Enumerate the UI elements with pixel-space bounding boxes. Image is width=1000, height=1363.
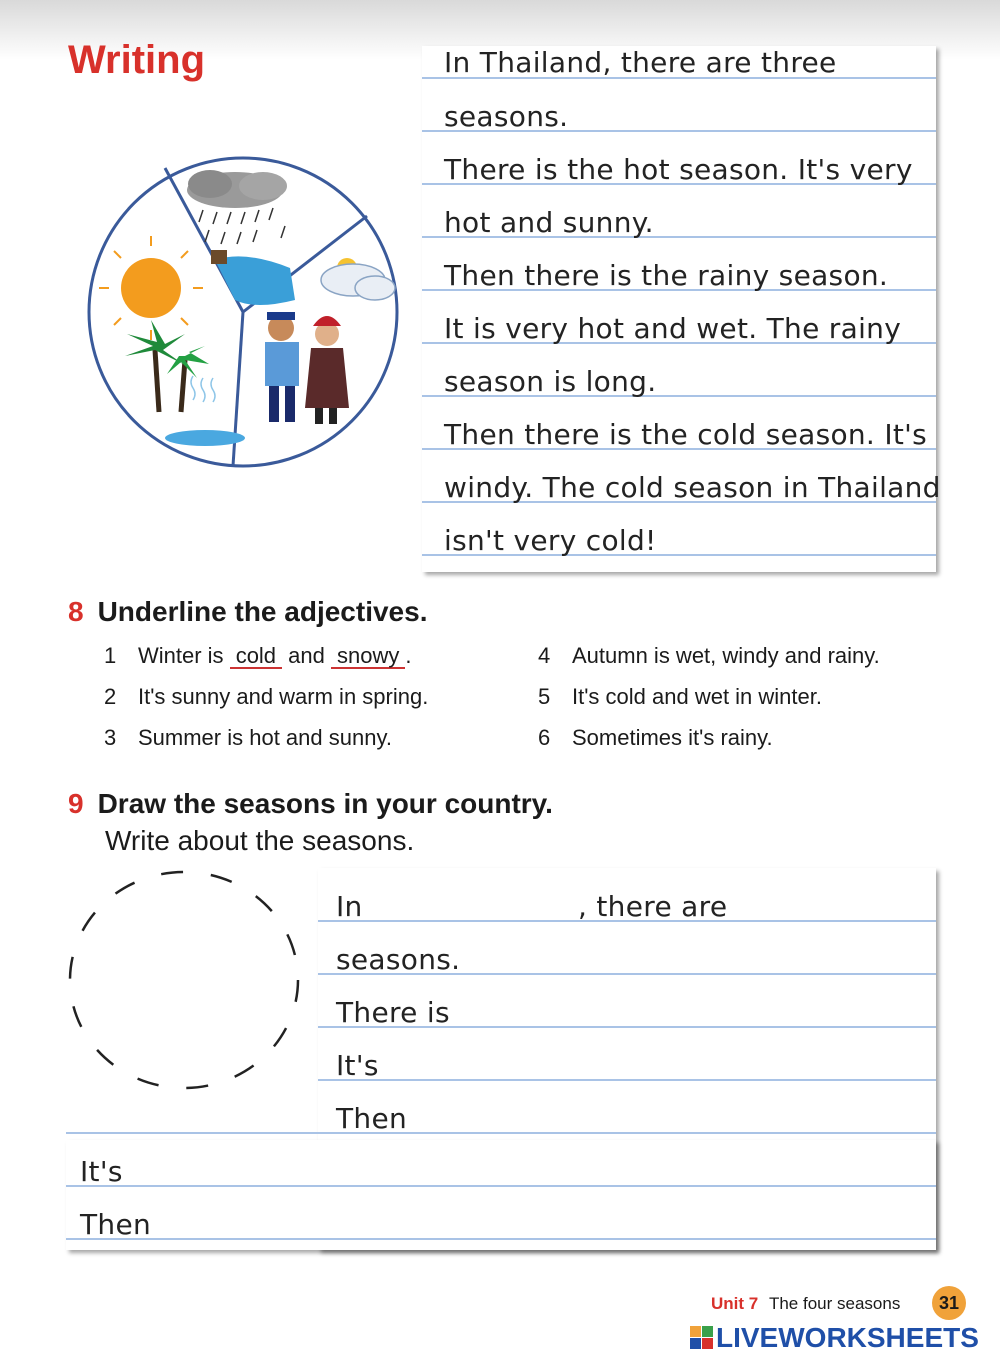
prompt-then-1: Then xyxy=(336,1102,408,1135)
exercise8-item-6[interactable]: 6 Sometimes it's rainy. xyxy=(538,725,773,750)
writing-area-lower[interactable] xyxy=(66,1140,936,1250)
prompt-there-are: , there are xyxy=(578,890,728,923)
exercise9-instruction-2: Write about the seasons. xyxy=(105,825,415,856)
exercise8-item-4[interactable]: 4 Autumn is wet, windy and rainy. xyxy=(538,643,880,668)
exercise8-item-5[interactable]: 5 It's cold and wet in winter. xyxy=(538,684,822,709)
dashed-drawing-circle[interactable] xyxy=(58,858,320,1108)
exercise8-number: 8 xyxy=(68,596,84,627)
model-line-9: windy. The cold season in Thailand xyxy=(444,471,941,504)
liveworksheets-brand[interactable] xyxy=(690,1322,979,1354)
model-line-3: There is the hot season. It's very xyxy=(444,153,913,186)
prompt-its-1: It's xyxy=(336,1049,379,1082)
exercise9-instruction-1: Draw the seasons in your country. xyxy=(97,788,553,819)
exercise9-heading xyxy=(68,788,553,820)
prompt-its-2: It's xyxy=(80,1155,123,1188)
model-line-8: Then there is the cold season. It's xyxy=(444,418,928,451)
prompt-then-2: Then xyxy=(80,1208,152,1241)
exercise8-item-2[interactable]: 2 It's sunny and warm in spring. xyxy=(104,684,429,709)
underlined-adjective: cold xyxy=(230,645,282,669)
unit-footer xyxy=(711,1294,900,1314)
model-line-4: hot and sunny. xyxy=(444,206,654,239)
brand-name: LIVEWORKSHEETS xyxy=(716,1322,979,1353)
model-line-7: season is long. xyxy=(444,365,657,398)
underlined-adjective: snowy xyxy=(331,645,405,669)
page-number-badge: 31 xyxy=(932,1286,966,1320)
prompt-seasons: seasons. xyxy=(336,943,461,976)
model-line-6: It is very hot and wet. The rainy xyxy=(444,312,902,345)
exercise8-item-3[interactable]: 3 Summer is hot and sunny. xyxy=(104,725,392,750)
model-line-5: Then there is the rainy season. xyxy=(444,259,889,292)
liveworksheets-logo xyxy=(690,1326,714,1350)
model-line-2: seasons. xyxy=(444,100,569,133)
model-line-1: In Thailand, there are three xyxy=(444,46,837,79)
exercise8-instruction: Underline the adjectives. xyxy=(97,596,428,627)
prompt-in: In xyxy=(336,890,363,923)
seasons-pie-illustration xyxy=(85,150,405,470)
unit-title: The four seasons xyxy=(768,1294,901,1313)
page-title: Writing xyxy=(68,38,206,82)
exercise8-heading xyxy=(68,596,427,628)
exercise8-item-1: 1 Winter is cold and snowy . xyxy=(104,643,412,668)
unit-label: Unit 7 xyxy=(711,1294,759,1313)
exercise9-number: 9 xyxy=(68,788,84,819)
model-line-10: isn't very cold! xyxy=(444,524,657,557)
prompt-there-is: There is xyxy=(336,996,450,1029)
